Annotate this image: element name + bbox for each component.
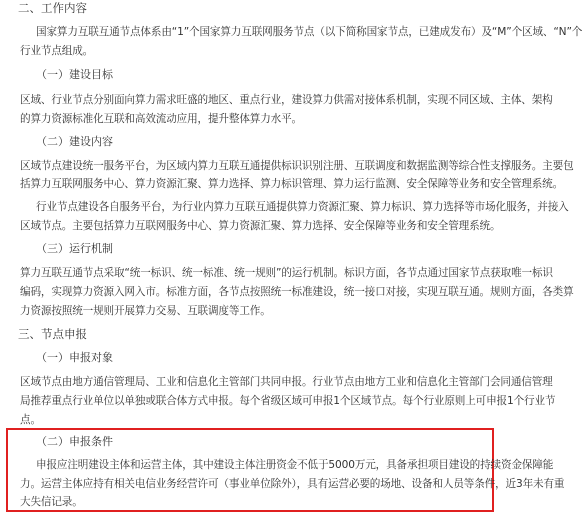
section-heading-work-content: 二、工作内容 [18,1,87,15]
paragraph-line: 区域节点由地方通信管理局、工业和信息化主管部门共同申报。行业节点由地方工业和信息化主管部门会同通信管理 [20,376,553,388]
paragraph-line: 申报应注明建设主体和运营主体，其中建设主体注册资金不低于5000万元，具备承担项目建设的持续资金保障能 [36,459,554,471]
subheading-build-content: （二）建设内容 [36,135,113,148]
paragraph-line: 行业节点建设各自服务平台，为行业内算力互联互通提供算力资源汇聚、算力标识、算力选择等市场化服务，并接入 [36,201,569,213]
subheading-operation-mechanism: （三）运行机制 [36,242,113,255]
paragraph-line: 力资源按照统一规则开展算力交易、互联调度等工作。 [20,305,271,317]
subheading-application-conditions: （二）申报条件 [36,435,113,448]
subheading-build-goal: （一）建设目标 [36,68,113,81]
paragraph-line: 编码，实现算力资源入网入市。标准方面，各节点按照统一标准建设，统一接口对接，实现互联互通。规则方面，各类算 [20,286,574,298]
paragraph-line: 区域节点。主要包括算力互联网服务中心、算力资源汇聚、算力选择、安全保障等业务和安全管理系统。 [20,220,501,232]
paragraph-line: 算力互联互通节点采取“统一标识、统一标准、统一规则”的运行机制。标识方面，各节点通过国家节点获取唯一标识 [20,267,553,279]
paragraph-line: 局推荐重点行业单位以单独或联合体方式申报。每个省级区域可申报1个区域节点。每个行业原则上可申报1个行业节 [20,395,556,407]
paragraph-line: 区域、行业节点分别面向算力需求旺盛的地区、重点行业，建设算力供需对接体系机制，实现不同区域、主体、架构 [20,94,553,106]
paragraph-line: 点。 [20,414,41,426]
paragraph-line: 的算力资源标准化互联和高效流动应用，提升整体算力水平。 [20,113,302,125]
paragraph-line: 大失信记录。 [20,496,83,508]
paragraph-line: 括算力互联网服务中心、算力资源汇聚、算力选择、算力标识管理、算力运行监测、安全保障等业务和安全管理系统。 [20,178,564,190]
subheading-application-target: （一）申报对象 [36,351,113,364]
paragraph-line: 区域节点建设统一服务平台，为区域内算力互联互通提供标识识别注册、互联调度和数据监测等综合性支撑服务。主要包 [20,160,574,172]
paragraph-line: 国家算力互联互通节点体系由“1”个国家算力互联网服务节点（以下简称国家节点，已建成发布）及“M”个区域、“N”个 [36,26,582,38]
section-heading-node-application: 三、节点申报 [18,327,87,341]
paragraph-line: 行业节点组成。 [20,45,94,57]
paragraph-line: 力。运营主体应持有相关电信业务经营许可（事业单位除外），具有运营必要的场地、设备和人员等条件，近3年未有重 [20,478,565,490]
